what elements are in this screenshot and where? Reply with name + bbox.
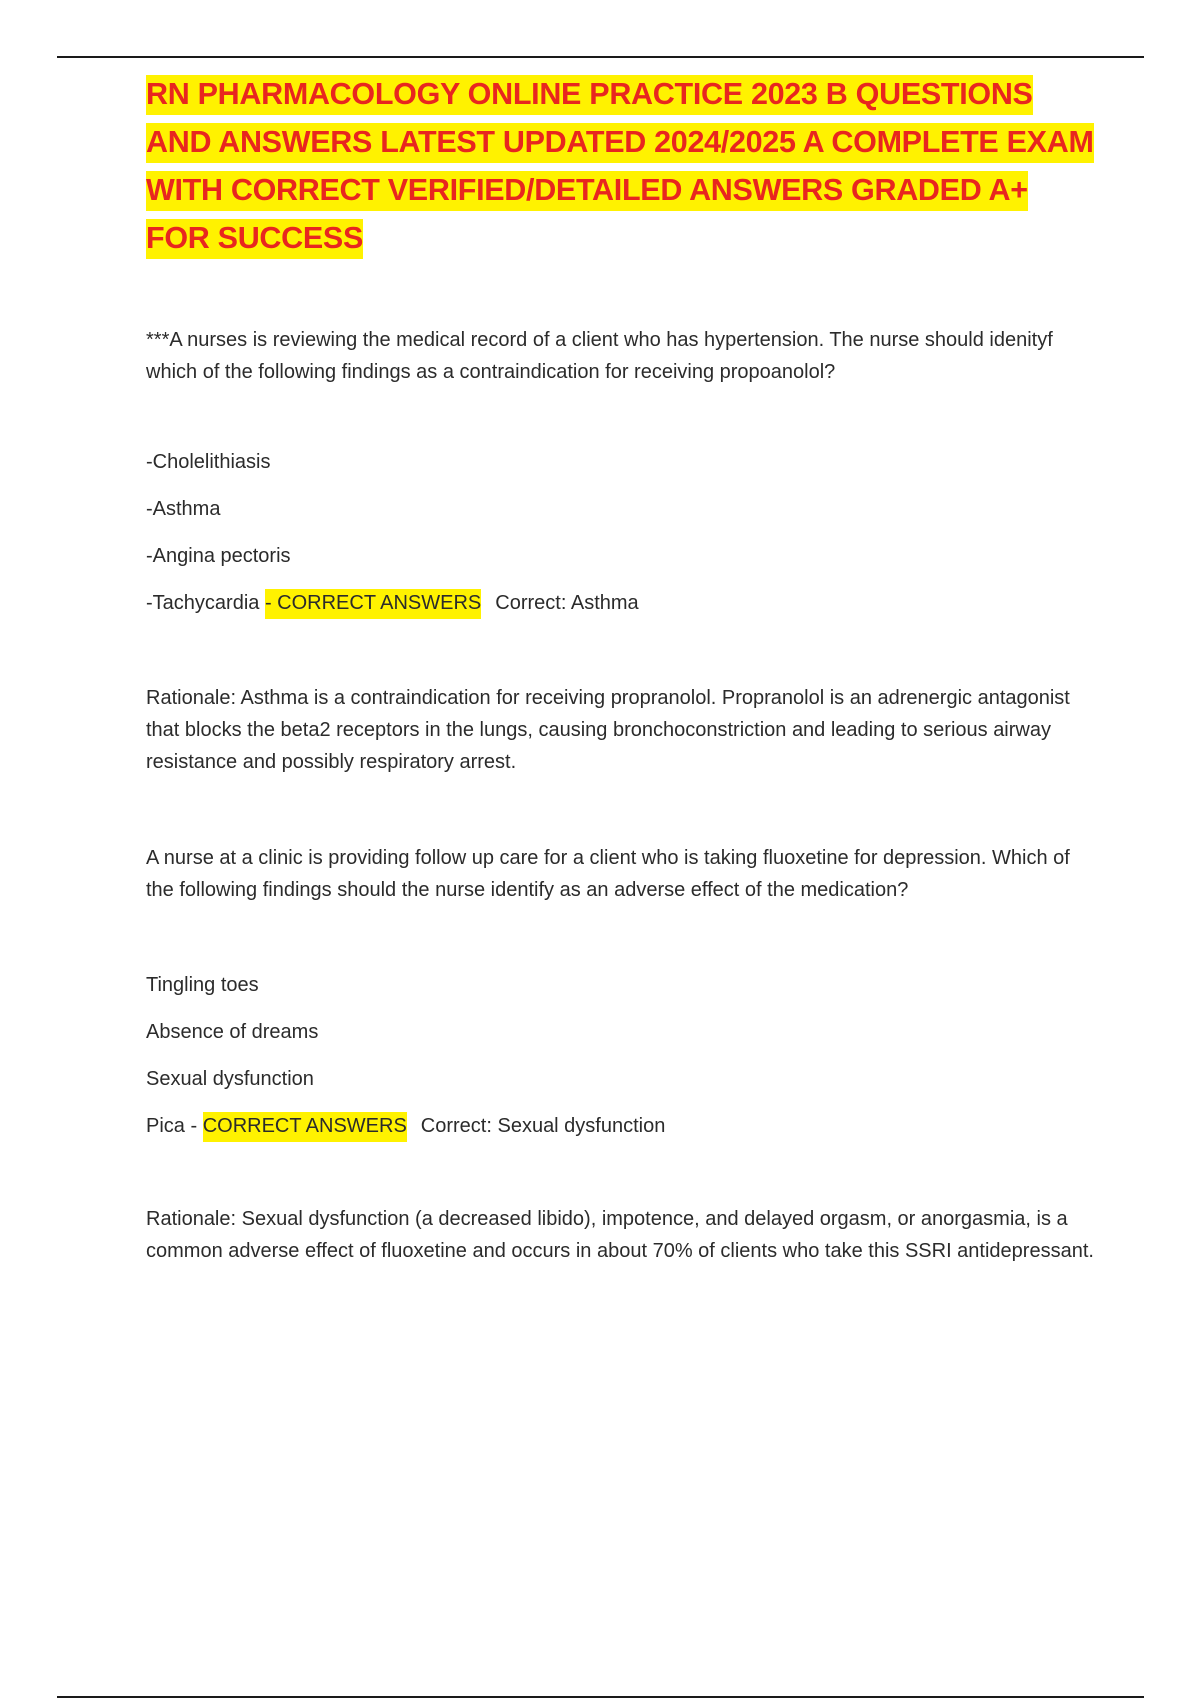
document-title xyxy=(146,70,1096,262)
question-2-option-4-line xyxy=(146,1110,1096,1142)
question-1-option-1: -Cholelithiasis xyxy=(146,451,271,473)
question-2-options xyxy=(146,969,1096,1142)
question-2-correct: Correct: Sexual dysfunction xyxy=(420,1115,666,1137)
question-1-rationale: Rationale: Asthma is a contraindication for receiving propranolol. Propranolol is an adrenergic antagonist that blocks the beta2 receptors in the lungs, causing bronchoconstriction and leading to serious airway resistance and possibly respiratory arrest. xyxy=(146,687,1070,773)
question-2-text: A nurse at a clinic is providing follow up care for a client who is taking fluoxetine for depression. Which of the following findings should the nurse identify as an adverse effect of the medication? xyxy=(146,847,1070,901)
question-1-option-3: -Angina pectoris xyxy=(146,545,291,567)
question-2-option-4: Pica - xyxy=(146,1115,198,1137)
question-2-rationale: Rationale: Sexual dysfunction (a decreased libido), impotence, and delayed orgasm, or anorgasmia, is a common adverse effect of fluoxetine and occurs in about 70% of clients who take this SSRI antidepressant. xyxy=(146,1208,1094,1262)
question-1-option-4: -Tachycardia xyxy=(146,592,260,614)
question-1-option-2: -Asthma xyxy=(146,498,221,520)
document-title-text: RN PHARMACOLOGY ONLINE PRACTICE 2023 B QUESTIONS AND ANSWERS LATEST UPDATED 2024/2025 A COMPLETE EXAM WITH CORRECT VERIFIED/DETAILED ANSWERS GRADED A+ FOR SUCCESS xyxy=(146,75,1094,259)
question-2-option-1: Tingling toes xyxy=(146,974,259,996)
question-2-option-3: Sexual dysfunction xyxy=(146,1068,314,1090)
question-1-option-4-line xyxy=(146,587,1096,619)
question-1-options xyxy=(146,446,1096,619)
question-2-answer-marker: CORRECT ANSWERS xyxy=(203,1112,407,1142)
question-2-option-2: Absence of dreams xyxy=(146,1021,319,1043)
bottom-rule xyxy=(57,1696,1144,1698)
document-content xyxy=(146,70,1096,1267)
question-1-answer-marker: - CORRECT ANSWERS xyxy=(265,589,481,619)
question-1-correct: Correct: Asthma xyxy=(495,592,639,614)
question-1-text: ***A nurses is reviewing the medical record of a client who has hypertension. The nurse should idenityf which of the following findings as a contraindication for receiving propoanolol? xyxy=(146,329,1053,383)
top-rule xyxy=(57,56,1144,58)
